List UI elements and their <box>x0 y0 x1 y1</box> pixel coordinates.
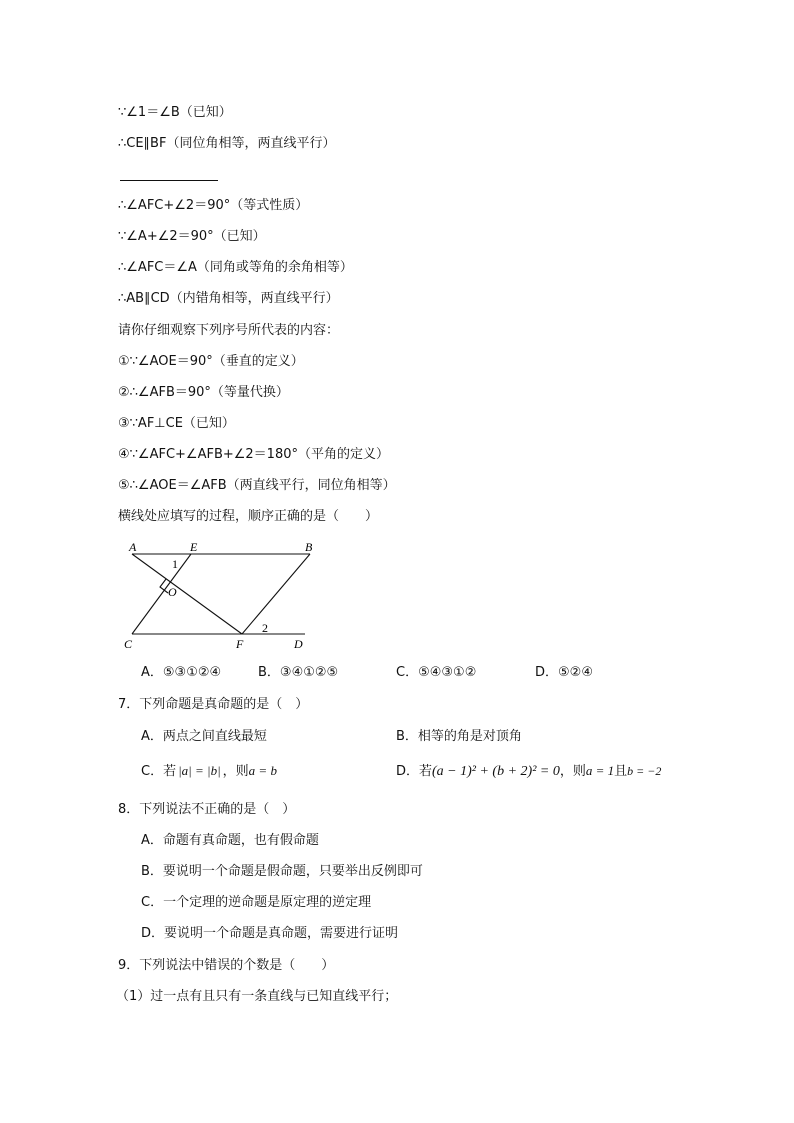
proof-line-2: ∴CE∥BF（同位角相等，两直线平行） <box>118 136 336 151</box>
label-B: B <box>305 540 313 554</box>
geometry-figure <box>120 536 320 654</box>
observe-instruction: 请你仔细观察下列序号所代表的内容： <box>118 323 340 338</box>
question-8-stem: 8．下列说法不正确的是（ ） <box>118 802 296 817</box>
q8-option-a: A．命题有真命题，也有假命题 <box>141 833 319 848</box>
q7-option-d-prefix: D．若 <box>396 764 433 779</box>
label-angle-1: 1 <box>172 557 178 571</box>
q7-option-d-math3: b = −2 <box>627 764 662 778</box>
q6-option-a: A．⑤③①②④ <box>141 665 222 680</box>
label-O: O <box>168 585 177 599</box>
q7-option-b: B．相等的角是对顶角 <box>396 729 522 744</box>
abs-equation: |a| = |b| <box>178 763 221 778</box>
segment-AF <box>132 554 242 634</box>
label-F: F <box>236 637 244 651</box>
numbered-item-4: ④∵∠AFC+∠AFB+∠2＝180°（平角的定义） <box>118 447 389 462</box>
fill-in-blank-line <box>120 180 218 181</box>
numbered-item-1: ①∵∠AOE＝90°（垂直的定义） <box>118 354 304 369</box>
numbered-item-2: ②∴∠AFB＝90°（等量代换） <box>118 385 289 400</box>
q7-option-d-and: 且 <box>614 764 628 779</box>
q6-option-c: C．⑤④③①② <box>396 665 477 680</box>
q7-option-c <box>141 762 277 781</box>
proof-line-5: ∴∠AFC＝∠A（同角或等角的余角相等） <box>118 260 353 275</box>
q7-option-a: A．两点之间直线最短 <box>141 729 267 744</box>
q6-option-b: B．③④①②⑤ <box>258 665 339 680</box>
q9-statement-1: （1）过一点有且只有一条直线与已知直线平行； <box>116 989 398 1004</box>
numbered-item-5: ⑤∴∠AOE＝∠AFB（两直线平行，同位角相等） <box>118 478 396 493</box>
label-angle-2: 2 <box>262 621 268 635</box>
proof-line-4: ∵∠A+∠2＝90°（已知） <box>118 229 266 244</box>
q7-option-d <box>396 762 661 781</box>
q7-option-c-mid: ，则 <box>222 764 249 779</box>
label-C: C <box>124 637 133 651</box>
q7-option-d-mid: ，则 <box>559 764 586 779</box>
label-A: A <box>129 540 137 554</box>
segment-BF <box>242 554 310 634</box>
q8-option-b: B．要说明一个命题是假命题，只要举出反例即可 <box>141 864 423 879</box>
q8-option-d: D．要说明一个命题是真命题，需要进行证明 <box>141 926 399 941</box>
numbered-item-3: ③∵AF⊥CE（已知） <box>118 416 235 431</box>
label-D: D <box>294 637 303 651</box>
label-E: E <box>190 540 198 554</box>
proof-line-3: ∴∠AFC+∠2＝90°（等式性质） <box>118 198 309 213</box>
question-6-stem: 横线处应填写的过程，顺序正确的是（ ） <box>118 509 379 524</box>
q7-option-c-math: a = b <box>248 763 277 778</box>
question-7-stem: 7．下列命题是真命题的是（ ） <box>118 697 309 712</box>
q8-option-c: C．一个定理的逆命题是原定理的逆定理 <box>141 895 372 910</box>
q7-option-d-equation: (a − 1)² + (b + 2)² = 0 <box>432 764 560 779</box>
proof-line-6: ∴AB∥CD（内错角相等，两直线平行） <box>118 291 339 306</box>
question-9-stem: 9．下列说法中错误的个数是（ ） <box>118 958 335 973</box>
q7-option-c-prefix: C．若 <box>141 764 177 779</box>
segment-CE <box>132 554 191 634</box>
q6-option-d: D．⑤②④ <box>535 665 593 680</box>
proof-line-1: ∵∠1＝∠B（已知） <box>118 105 232 120</box>
q7-option-d-math2: a = 1 <box>585 763 615 778</box>
